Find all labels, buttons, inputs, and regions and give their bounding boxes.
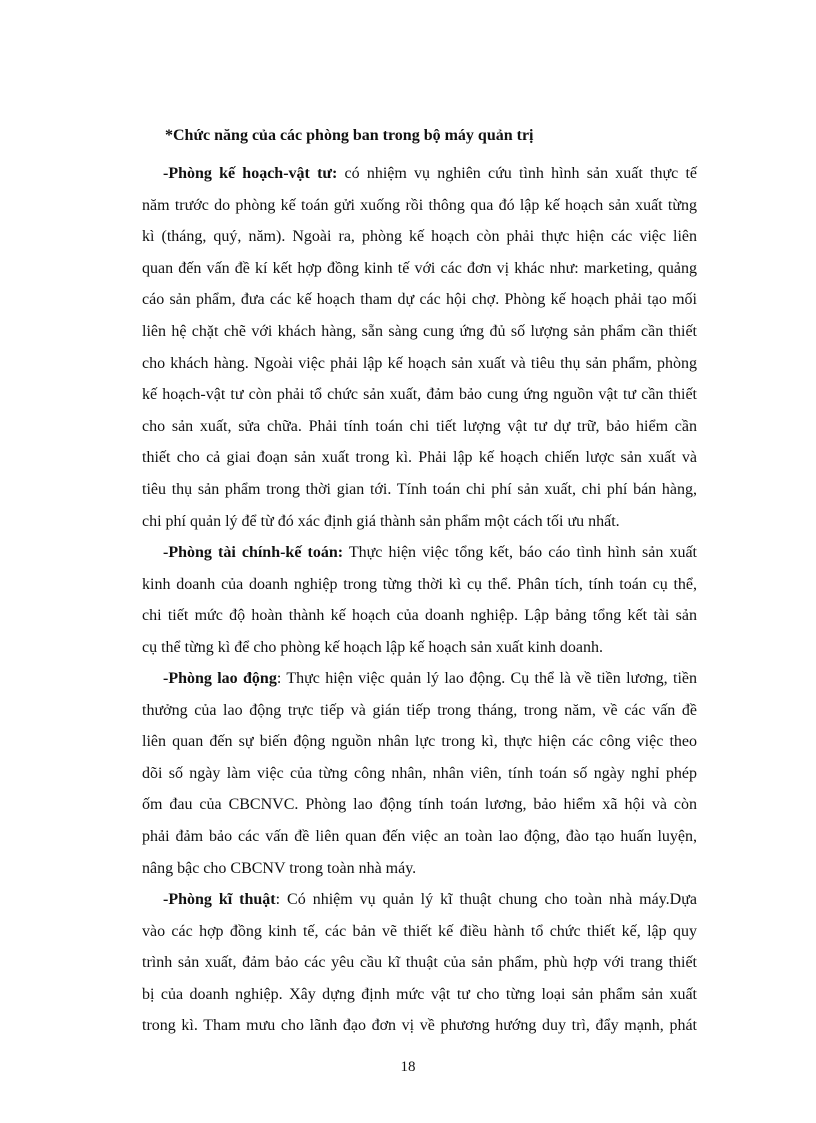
paragraph-planning-department [142, 158, 697, 537]
paragraph-text: : Có nhiệm vụ quản lý kĩ thuật chung cho toàn nhà máy.Dựa [275, 891, 698, 908]
paragraph-line: kế hoạch-vật tư còn phải tổ chức sản xuất, đảm bảo cung ứng nguồn vật tư cần thiết [142, 386, 697, 404]
paragraph-line: liên hệ chặt chẽ với khách hàng, sẵn sàng cung ứng đủ số lượng sản phẩm cần thiết [142, 322, 697, 340]
paragraph-first-line [142, 158, 697, 190]
paragraph-line: chi phí quản lý để từ đó xác định giá thành sản phẩm một cách tối ưu nhất. [142, 512, 620, 530]
paragraph-line: chi tiết mức độ hoàn thành kế hoạch của doanh nghiệp. Lập bảng tổng kết tài sản [142, 607, 697, 625]
paragraph-line: cáo sản phẩm, đưa các kế hoạch tham dự các hội chợ. Phòng kế hoạch phải tạo mối [142, 291, 697, 309]
paragraph-first-line [142, 537, 697, 569]
paragraph-line: dõi số ngày làm việc của từng công nhân, nhân viên, tính toán số ngày nghỉ phép [142, 764, 697, 782]
paragraph-line: thiết cho cả giai đoạn sản xuất trong kì. Phải lập kế hoạch chiến lược sản xuất và [142, 449, 697, 467]
paragraph-line: ốm đau của CBCNVC. Phòng lao động tính toán lương, bảo hiểm xã hội và còn [142, 796, 697, 814]
paragraph-line: quan đến vấn đề kí kết hợp đồng kinh tế với các đơn vị khác như: marketing, quảng [142, 259, 697, 277]
department-title: -Phòng tài chính-kế toán: [163, 544, 344, 561]
paragraph-line: kinh doanh của doanh nghiệp trong từng thời kì cụ thể. Phân tích, tính toán cụ thể, [142, 575, 697, 593]
paragraph-line: kì (tháng, quý, năm). Ngoài ra, phòng kế hoạch còn phải thực hiện các việc liên [142, 228, 697, 246]
paragraph-technical-department [142, 884, 697, 1042]
paragraph-line: phải đảm bảo các vấn đề liên quan đến việc an toàn lao động, đào tạo huấn luyện, [142, 827, 697, 845]
paragraph-text: có nhiệm vụ nghiên cứu tình hình sản xuất thực tế [337, 165, 698, 182]
paragraph-line: nâng bậc cho CBCNV trong toàn nhà máy. [142, 859, 417, 877]
paragraph-line: cho khách hàng. Ngoài việc phải lập kế hoạch sản xuất và tiêu thụ sản phẩm, phòng [142, 354, 697, 372]
paragraph-line: năm trước do phòng kế toán gửi xuống rồi thông qua đó lập kế hoạch sản xuất từng [142, 196, 697, 214]
paragraph-text: Thực hiện việc tổng kết, báo cáo tình hình sản xuất [343, 544, 697, 561]
paragraph-line: tiêu thụ sản phẩm trong thời gian tới. Tính toán chi phí sản xuất, chi phí bán hàng, [142, 480, 697, 498]
department-title: -Phòng lao động [163, 670, 277, 687]
paragraph-line: cho sản xuất, sửa chữa. Phải tính toán chi tiết lượng vật tư dự trữ, bảo hiểm cần [142, 417, 697, 435]
page-number: 18 [400, 1059, 416, 1075]
paragraph-line: vào các hợp đồng kinh tế, các bản vẽ thiết kế điều hành tổ chức thiết kế, lập quy [142, 922, 697, 940]
section-heading: *Chức năng của các phòng ban trong bộ máy quản trị [165, 127, 534, 144]
paragraph-line: trong kì. Tham mưu cho lãnh đạo đơn vị về phương hướng duy trì, đẩy mạnh, phát [142, 1017, 697, 1035]
paragraph-finance-department [142, 537, 697, 663]
paragraph-line: bị của doanh nghiệp. Xây dựng định mức vật tư cho từng loại sản phẩm sản xuất [142, 985, 697, 1003]
paragraph-labor-department [142, 663, 697, 884]
paragraph-text: : Thực hiện việc quản lý lao động. Cụ thể là về tiền lương, tiền [276, 670, 698, 687]
paragraph-first-line [142, 663, 697, 695]
department-title: -Phòng kế hoạch-vật tư: [163, 165, 338, 182]
paragraph-line: thưởng của lao động trực tiếp và gián tiếp trong tháng, trong năm, về các vấn đề [142, 701, 697, 719]
paragraph-first-line [142, 884, 697, 916]
paragraph-line: trình sản xuất, đảm bảo các yêu cầu kĩ thuật của sản phẩm, phù hợp với trang thiết [142, 954, 697, 972]
paragraph-line: liên quan đến sự biến động nguồn nhân lực trong kì, thực hiện các công việc theo [142, 733, 697, 751]
paragraph-line: cụ thể từng kì để cho phòng kế hoạch lập kế hoạch sản xuất kinh doanh. [142, 638, 603, 656]
department-title: -Phòng kĩ thuật [163, 891, 276, 908]
